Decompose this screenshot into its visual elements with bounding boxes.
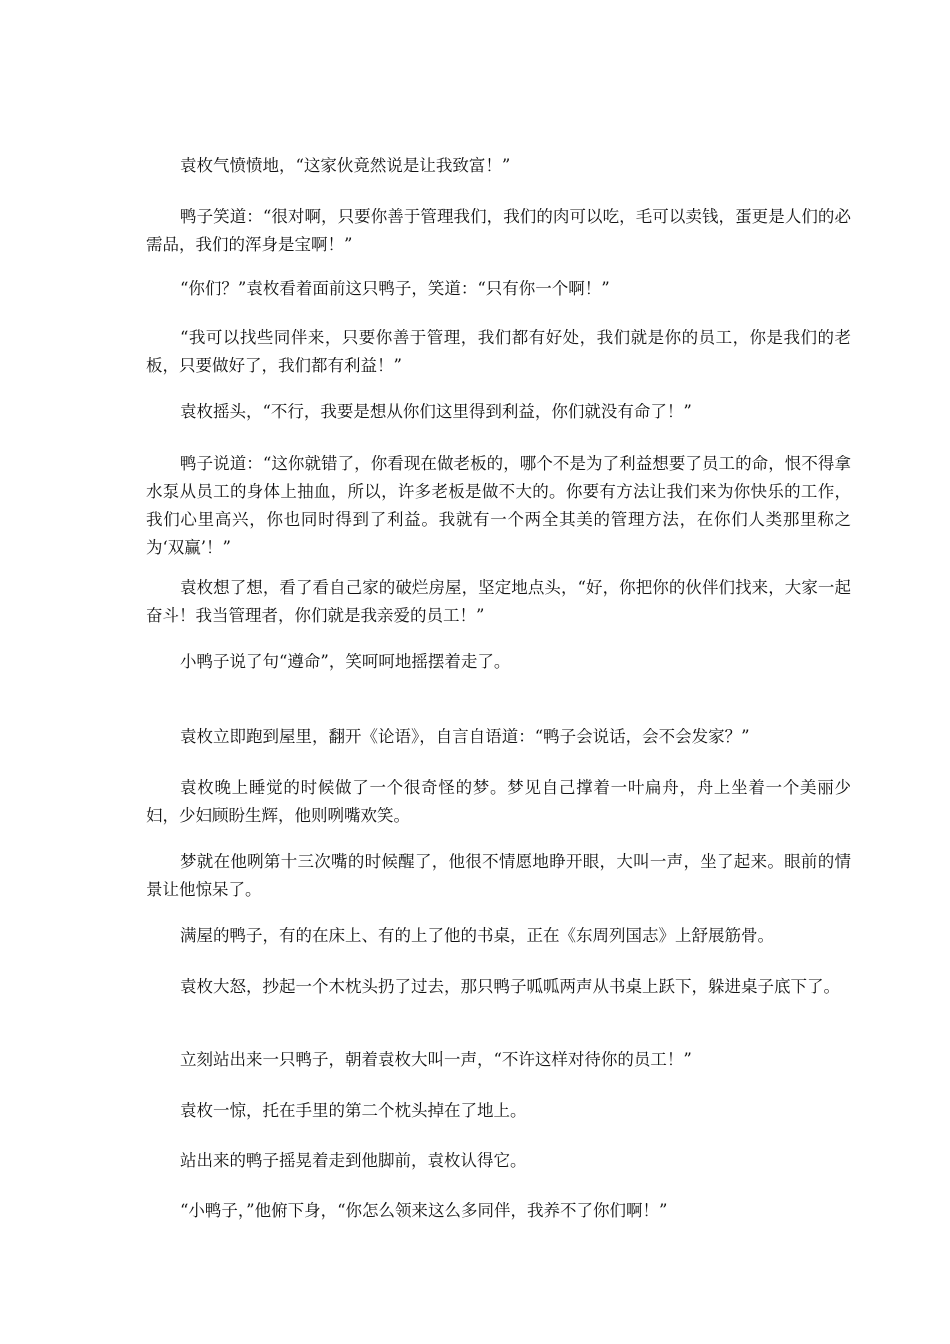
- paragraph-15: 袁枚一惊，托在手里的第二个枕头掉在了地上。: [180, 1101, 527, 1120]
- paragraph-16: 站出来的鸭子摇晃着走到他脚前，袁枚认得它。: [180, 1151, 527, 1170]
- paragraph-4: “我可以找些同伴来，只要你善于管理，我们都有好处，我们就是你的员工，你是我们的老板，只要做好了，我们都有利益！”: [146, 328, 851, 375]
- paragraph-10: 袁枚晚上睡觉的时候做了一个很奇怪的梦。梦见自己撑着一叶扁舟，舟上坐着一个美丽少妇，少妇顾盼生辉，他则咧嘴欢笑。: [146, 778, 851, 825]
- paragraph-13: 袁枚大怒，抄起一个木枕头扔了过去，那只鸭子呱呱两声从书桌上跃下，躲进桌子底下了。: [180, 977, 840, 996]
- paragraph-9: 袁枚立即跑到屋里，翻开《论语》，自言自语道：“鸭子会说话，会不会发家？”: [180, 727, 750, 746]
- paragraph-14: 立刻站出来一只鸭子，朝着袁枚大叫一声，“不许这样对待你的员工！”: [180, 1050, 692, 1069]
- paragraph-1: 袁枚气愤愤地，“这家伙竟然说是让我致富！”: [180, 156, 511, 175]
- paragraph-7: 袁枚想了想，看了看自己家的破烂房屋，坚定地点头，“好，你把你的伙伴们找来，大家一起奋斗！我当管理者，你们就是我亲爱的员工！”: [146, 578, 851, 625]
- paragraph-12: 满屋的鸭子，有的在床上、有的上了他的书桌，正在《东周列国志》上舒展筋骨。: [180, 926, 774, 945]
- paragraph-11: 梦就在他咧第十三次嘴的时候醒了，他很不情愿地睁开眼，大叫一声，坐了起来。眼前的情景让他惊呆了。: [146, 852, 851, 899]
- paragraph-3: “你们？”袁枚看着面前这只鸭子，笑道：“只有你一个啊！”: [180, 279, 610, 298]
- paragraph-6: 鸭子说道：“这你就错了，你看现在做老板的，哪个不是为了利益想要了员工的命，恨不得拿水泵从员工的身体上抽血，所以，许多老板是做不大的。你要有方法让我们来为你快乐的工作，我们心里高兴，你也同时得到了利益。我就有一个两全其美的管理方法，在你们人类那里称之为‘双赢’！”: [146, 454, 851, 557]
- paragraph-2: 鸭子笑道：“很对啊，只要你善于管理我们，我们的肉可以吃，毛可以卖钱，蛋更是人们的必需品，我们的浑身是宝啊！”: [146, 207, 851, 254]
- paragraph-5: 袁枚摇头，“不行，我要是想从你们这里得到利益，你们就没有命了！”: [180, 402, 692, 421]
- paragraph-17: “小鸭子，”他俯下身，“你怎么领来这么多同伴，我养不了你们啊！”: [180, 1201, 668, 1220]
- paragraph-8: 小鸭子说了句“遵命”，笑呵呵地摇摆着走了。: [180, 652, 511, 671]
